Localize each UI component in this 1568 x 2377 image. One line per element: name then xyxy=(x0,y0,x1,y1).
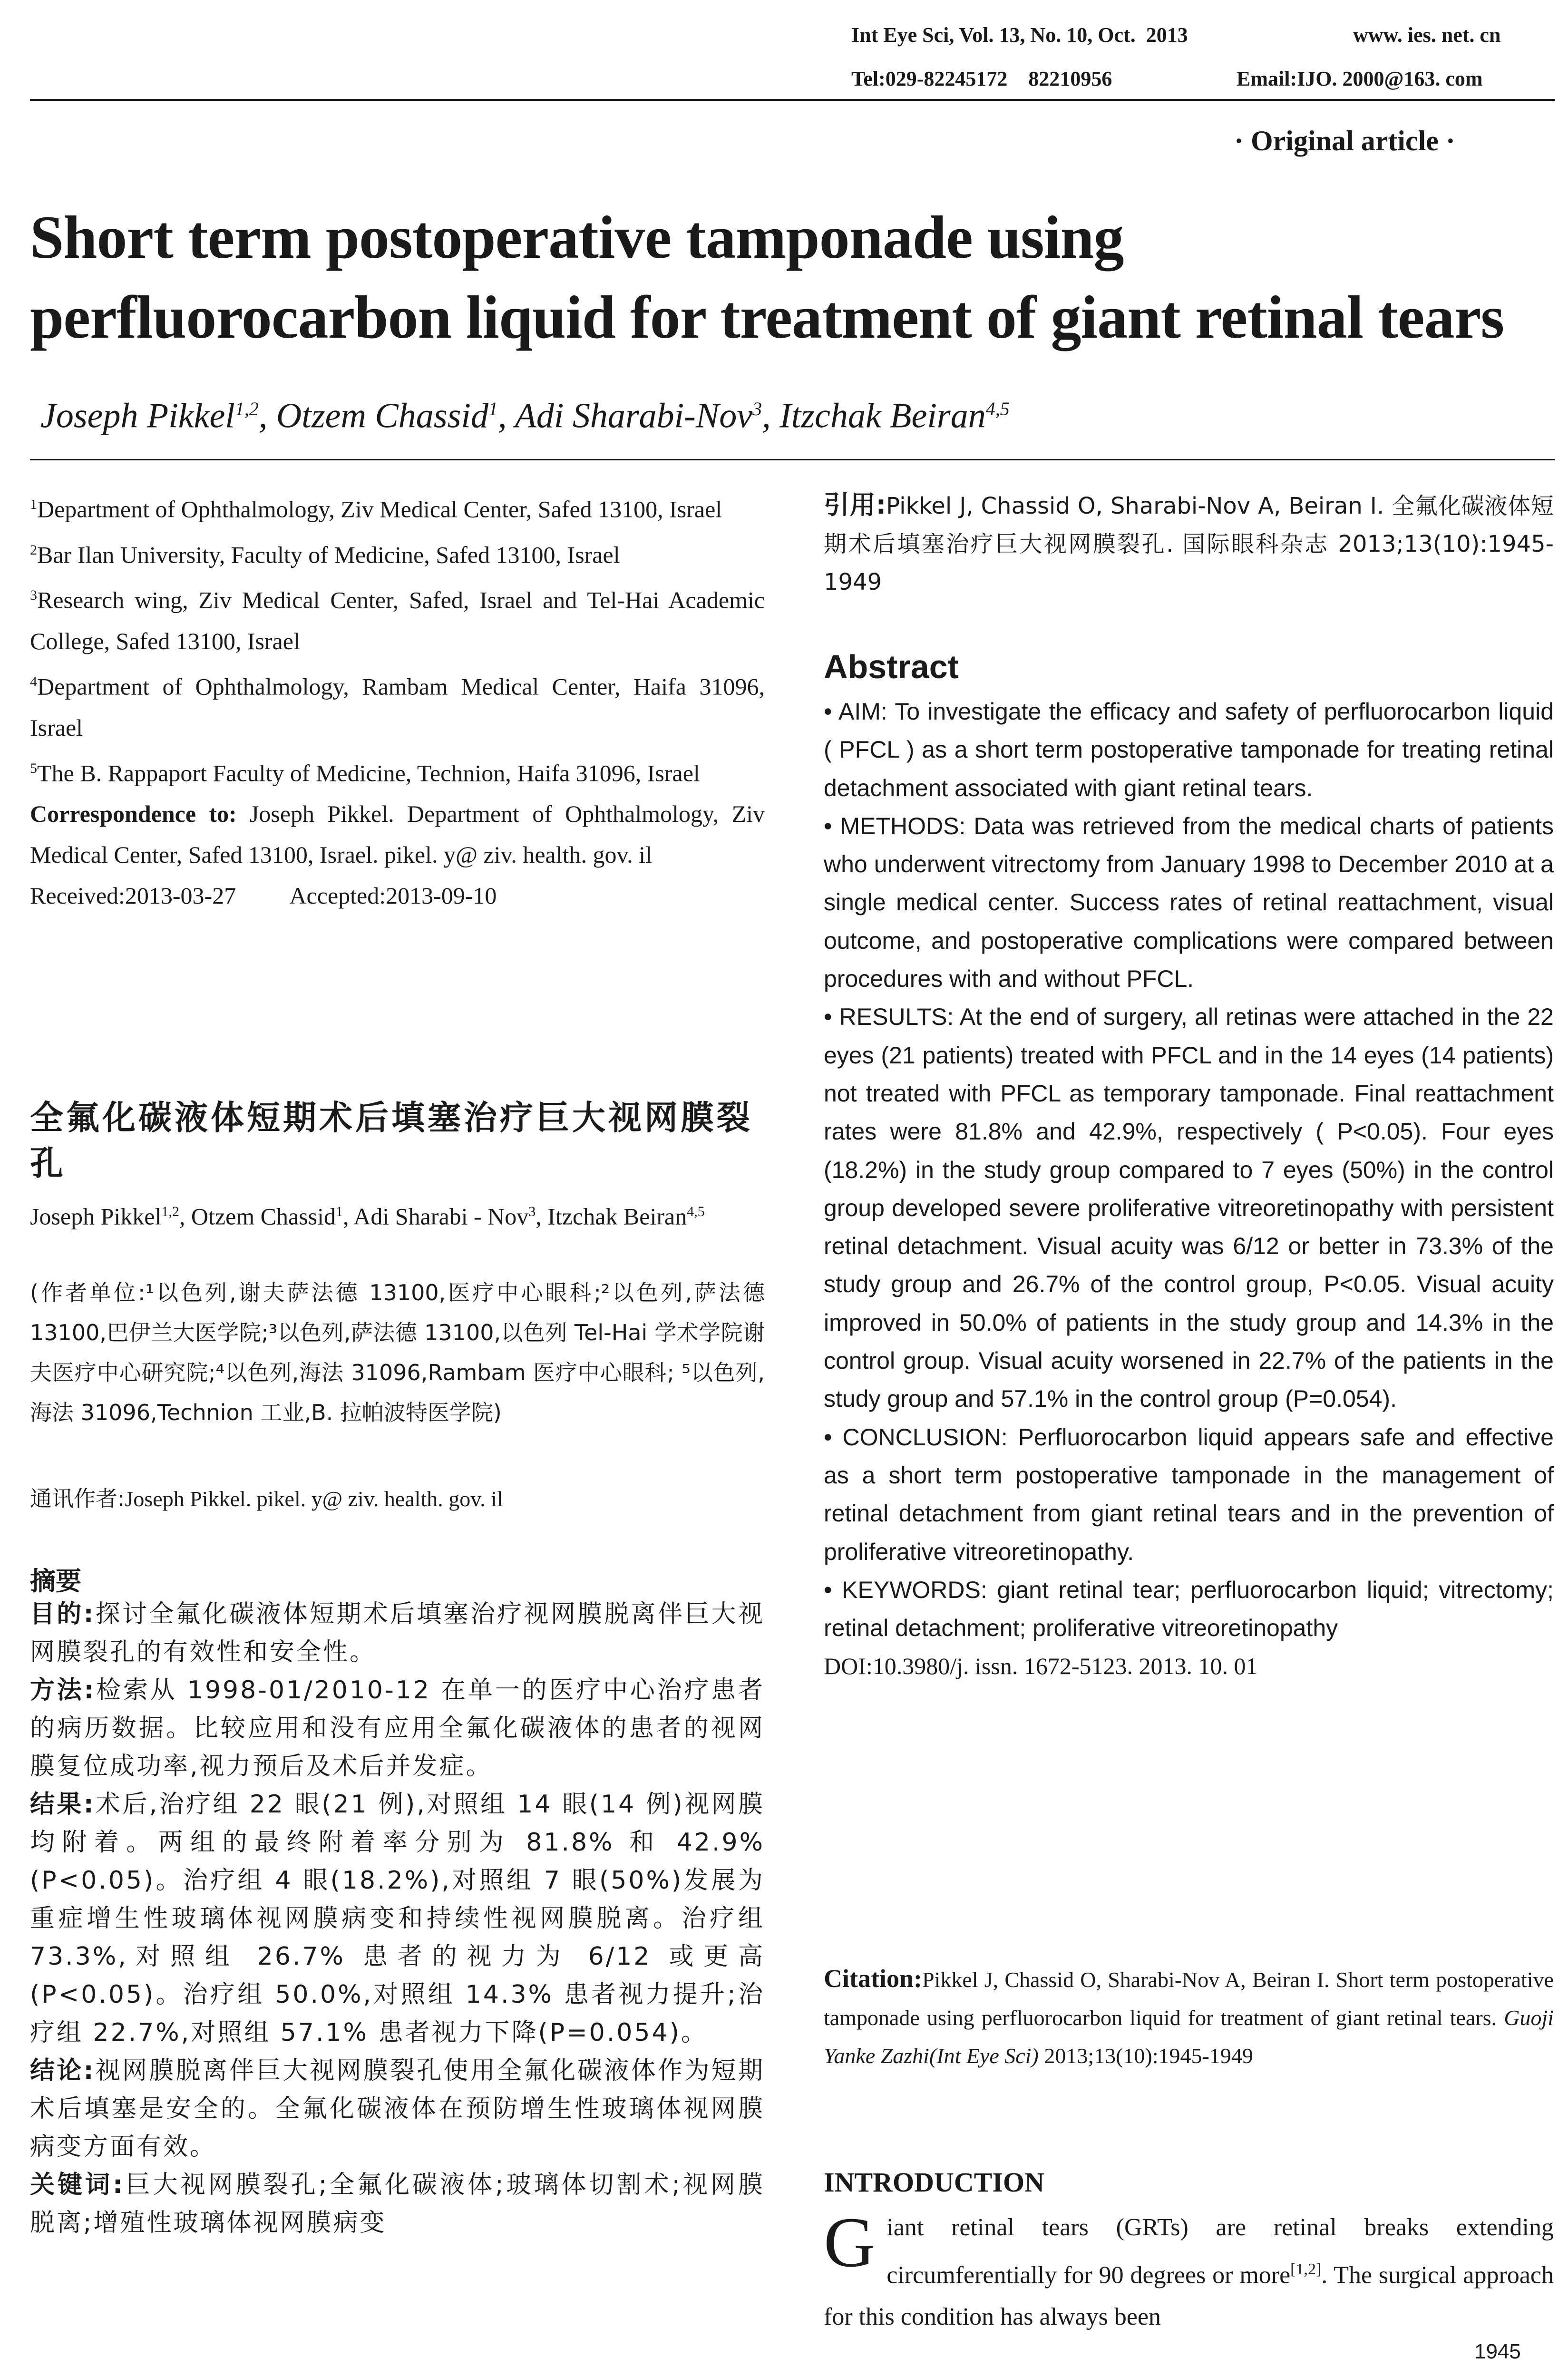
chinese-keywords: 关键词:巨大视网膜裂孔;全氟化碳液体;玻璃体切割术;视网膜脱离;增殖性玻璃体视网膜病变 xyxy=(30,2171,765,2237)
journal-email: Email:IJO. 2000@163. com xyxy=(1237,67,1483,90)
abstract-keywords: • KEYWORDS: giant retinal tear; perfluorocarbon liquid; vitrectomy; retinal detachment; proliferative vitreoretinopathy xyxy=(824,1576,1554,1642)
author: Itzchak Beiran xyxy=(779,396,986,436)
affiliation: $^3$Research wing, Ziv Medical Center, Safed, Israel and Tel-Hai Academic College, Safed 13100, Israel xyxy=(30,586,765,654)
author: Joseph Pikkel xyxy=(40,396,235,436)
doi: DOI:10.3980/j. issn. 1672-5123. 2013. 10. 01 xyxy=(824,1653,1258,1680)
author-list: Joseph Pikkel$^{1,2}$, Otzem Chassid$^1$, Adi Sharabi-Nov$^3$, Itzchak Beiran$^{4,5}$ xyxy=(40,396,1010,436)
author: Otzem Chassid xyxy=(276,396,488,436)
chinese-methods: 方法:检索从 1998-01/2010-12 在单一的医疗中心治疗患者的病历数据。比较应用和没有应用全氟化碳液体的患者的视网膜复位成功率,视力预后及术后并发症。 xyxy=(30,1676,765,1781)
abstract-heading: Abstract xyxy=(824,648,959,685)
introduction-heading: INTRODUCTION xyxy=(824,2167,1045,2198)
chinese-citation: 引用:Pikkel J, Chassid O, Sharabi-Nov A, Beiran I. 全氟化碳液体短期术后填塞治疗巨大视网膜裂孔. 国际眼科杂志 2013;13(10):1945-1949 xyxy=(824,490,1554,595)
abstract-methods: • METHODS: Data was retrieved from the medical charts of patients who underwent vitrectomy from January 1998 to December 2010 at a single medical center. Success rates of retinal reattachment, visual outcome, and postoperative complications were compared between procedures with and without PFCL. xyxy=(824,812,1554,993)
author: Adi Sharabi-Nov xyxy=(515,396,753,436)
correspondence: Correspondence to: Joseph Pikkel. Department of Ophthalmology, Ziv Medical Center, Safed 13100, Israel. pikel. y@ ziv. health. gov. il xyxy=(30,800,765,868)
dates xyxy=(30,875,765,916)
citation: Citation:Pikkel J, Chassid O, Sharabi-Nov A, Beiran I. Short term postoperative tamponade using perfluorocarbon liquid for treatment of giant retinal tears. Guoji Yanke Zazhi(Int Eye Sci) 2013;13(10):1945-1949 xyxy=(824,1964,1554,2068)
chinese-abstract xyxy=(30,1595,765,2242)
affiliation: $^5$The B. Rappaport Faculty of Medicine, Technion, Haifa 31096, Israel xyxy=(30,760,700,787)
affiliations xyxy=(30,484,765,916)
header-rule xyxy=(30,99,1555,101)
page-number: 1945 xyxy=(1474,2340,1521,2363)
chinese-correspondence: 通讯作者:Joseph Pikkel. pikel. y@ ziv. health. gov. il xyxy=(30,1486,503,1511)
introduction-text: G iant retinal tears (GRTs) are retinal breaks extending circumferentially for 90 degrees or more[1,2]. The surgical approach for this condition has always been xyxy=(824,2203,1554,2331)
section-label: · Original article · xyxy=(1234,125,1455,156)
chinese-author-list: Joseph Pikkel$^{1,2}$, Otzem Chassid$^1$, Adi Sharabi - Nov$^3$, Itzchak Beiran$^{4,5}$ xyxy=(30,1203,705,1230)
journal-website: www. ies. net. cn xyxy=(1353,23,1501,47)
drop-cap: G xyxy=(824,2203,876,2282)
abstract-body xyxy=(824,692,1554,1685)
affiliation: $^4$Department of Ophthalmology, Rambam Medical Center, Haifa 31096, Israel xyxy=(30,673,765,741)
accepted-date: Accepted:2013-09-10 xyxy=(289,882,497,909)
affiliation: $^1$Department of Ophthalmology, Ziv Medical Center, Safed 13100, Israel xyxy=(30,496,722,523)
abstract-aim: • AIM: To investigate the efficacy and safety of perfluorocarbon liquid ( PFCL ) as a short term postoperative tamponade for treating retinal detachment associated with giant retinal tears. xyxy=(824,698,1554,801)
abstract-conclusion: • CONCLUSION: Perfluorocarbon liquid appears safe and effective as a short term postoperative tamponade in the management of retinal detachment from giant retinal tears and in the prevention of proliferative vitreoretinopathy. xyxy=(824,1423,1554,1565)
received-date: Received:2013-03-27 xyxy=(30,882,236,909)
chinese-results: 结果:术后,治疗组 22 眼(21 例),对照组 14 眼(14 例)视网膜均附着。两组的最终附着率分别为 81.8% 和 42.9% (P<0.05)。治疗组 4 眼(18.2%),对照组 7 眼(50%)发展为重症增生性玻璃体视网膜病变和持续性视网膜脱离。治疗组 73.3%,对照组 26.7% 患者的视力为 6/12 或更高 (P<0.05)。治疗组 50.0%,对照组 14.3% 患者视力提升;治疗组 22.7%,对照组 57.1% 患者视力下降(P=0.054)。 xyxy=(30,1790,765,2047)
article-title: Short term postoperative tamponade using perfluorocarbon liquid for treatment of giant retinal tears xyxy=(30,204,1504,351)
journal-tel: Tel:029-82245172 82210956 xyxy=(851,67,1112,90)
chinese-abstract-heading: 摘要 xyxy=(30,1566,81,1596)
abstract-results: • RESULTS: At the end of surgery, all retinas were attached in the 22 eyes (21 patients) treated with PFCL and in the 14 eyes (14 patients) not treated with PFCL as temporary tamponade. Final reattachment rates were 81.8% and 42.9%, respectively ( P<0.05). Four eyes (18.2%) in the study group compared to 7 eyes (50%) in the control group developed severe proliferative vitreoretinopathy with persistent retinal detachment. Visual acuity was 6/12 or better in 73.3% of the study group and 26.7% of the control group, P<0.05. Visual acuity improved in 50.0% of patients in the study group and 14.3% in the control group. Visual acuity worsened in 22.7% of the patients in the study group and 57.1% in the control group (P=0.054). xyxy=(824,1003,1554,1413)
chinese-conclusion: 结论:视网膜脱离伴巨大视网膜裂孔使用全氟化碳液体作为短期术后填塞是安全的。全氟化碳液体在预防增生性玻璃体视网膜病变方面有效。 xyxy=(30,2056,765,2161)
chinese-aim: 目的:探讨全氟化碳液体短期术后填塞治疗视网膜脱离伴巨大视网膜裂孔的有效性和安全性。 xyxy=(30,1600,765,1666)
affiliation: $^2$Bar Ilan University, Faculty of Medicine, Safed 13100, Israel xyxy=(30,541,620,568)
author-rule xyxy=(30,459,1555,460)
chinese-title: 全氟化碳液体短期术后填塞治疗巨大视网膜裂孔 xyxy=(30,1098,753,1183)
journal-header: Int Eye Sci, Vol. 13, No. 10, Oct. 2013 xyxy=(851,23,1188,47)
chinese-affiliation: (作者单位:¹以色列,谢夫萨法德 13100,医疗中心眼科;²以色列,萨法德 13100,巴伊兰大医学院;³以色列,萨法德 13100,以色列 Tel-Hai 学术学院谢夫医疗中心研究院;⁴以色列,海法 31096,Rambam 医疗中心眼科; ⁵以色列,海法 31096,Technion 工业,B. 拉帕波特医学院) xyxy=(30,1280,765,1425)
